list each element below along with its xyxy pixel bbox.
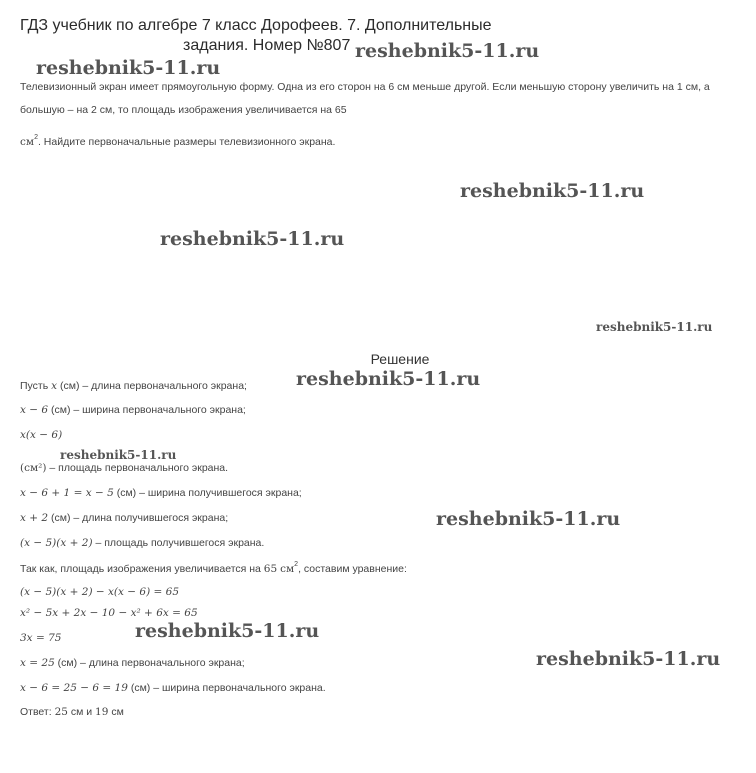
solution-line-3-math: x(x − 6): [20, 429, 63, 441]
solution-line-4-text: – площадь первоначального экрана.: [46, 462, 229, 474]
solution-line-13-math: x − 6 = 25 − 6 = 19: [20, 682, 128, 694]
watermark: reshebnik5-11.ru: [536, 648, 721, 670]
solution-line-1-math: x: [51, 380, 58, 392]
answer-line: [20, 706, 124, 718]
title-line-1: ГДЗ учебник по алгебре 7 класс Дорофеев. 7. Дополнительные: [20, 17, 492, 34]
solution-line-8-unit: см: [280, 563, 295, 575]
solution-line-12-math: x = 25: [20, 657, 55, 669]
solution-line-3: [20, 429, 62, 441]
solution-line-10: [20, 607, 198, 619]
solution-line-5: [20, 487, 302, 499]
watermark: reshebnik5-11.ru: [60, 448, 177, 462]
watermark: reshebnik5-11.ru: [436, 508, 621, 530]
solution-line-8-text-b: , составим уравнение:: [298, 563, 407, 575]
answer-end: см: [108, 706, 124, 718]
solution-line-7: [20, 537, 264, 549]
solution-line-2-text: (см) – ширина первоначального экрана;: [48, 404, 246, 416]
problem-line-3-text: . Найдите первоначальные размеры телевизионного экрана.: [37, 136, 336, 148]
solution-line-12: [20, 657, 245, 669]
solution-line-6-text: (см) – длина получившегося экрана;: [48, 512, 229, 524]
problem-line-3: [20, 134, 335, 148]
solution-line-9-math: (x − 5)(x + 2) − x(x − 6) = 65: [20, 586, 180, 598]
solution-line-1-text: Пусть: [20, 380, 52, 392]
unit-cm: см: [20, 136, 35, 148]
solution-line-1-rest: (см) – длина первоначального экрана;: [57, 380, 247, 392]
answer-num-2: 19: [95, 706, 109, 718]
solution-line-11-math: 3x = 75: [20, 632, 62, 644]
solution-line-11: [20, 632, 61, 644]
solution-line-2-math: x − 6: [20, 404, 49, 416]
solution-line-12-text: (см) – длина первоначального экрана;: [54, 657, 245, 669]
solution-line-2: [20, 404, 246, 416]
solution-line-8-text-a: Так как, площадь изображения увеличивается на: [20, 563, 264, 575]
answer-num-1: 25: [54, 706, 68, 718]
watermark: reshebnik5-11.ru: [460, 180, 645, 202]
problem-line-1: Телевизионный экран имеет прямоугольную форму. Одна из его сторон на 6 см меньше другой. Если меньшую сторону увеличить на 1 см, а: [20, 81, 710, 93]
solution-line-6: [20, 512, 228, 524]
solution-line-10-math: x² − 5x + 2x − 10 − x² + 6x = 65: [20, 607, 198, 619]
unit-exponent: 2: [34, 134, 38, 141]
problem-line-2: большую – на 2 см, то площадь изображения увеличивается на 65: [20, 104, 347, 116]
solution-heading: Решение: [370, 351, 430, 367]
solution-line-1: [20, 380, 247, 392]
watermark: reshebnik5-11.ru: [355, 40, 540, 62]
solution-line-7-text: – площадь получившегося экрана.: [92, 537, 265, 549]
solution-line-8: [20, 561, 407, 575]
watermark: reshebnik5-11.ru: [160, 228, 345, 250]
solution-line-8-num: 65: [263, 563, 278, 575]
title-line-2: задания. Номер №807: [183, 37, 351, 54]
solution-line-7-math: (x − 5)(x + 2): [20, 537, 93, 549]
watermark: reshebnik5-11.ru: [296, 368, 481, 390]
solution-line-9: [20, 586, 179, 598]
solution-line-5-math: x − 6 + 1 = x − 5: [20, 487, 114, 499]
watermark: reshebnik5-11.ru: [596, 320, 713, 334]
answer-mid: см и: [67, 706, 96, 718]
answer-prefix: Ответ:: [20, 706, 55, 718]
solution-line-6-math: x + 2: [20, 512, 49, 524]
solution-line-4-math: (см²): [20, 462, 47, 474]
watermark: reshebnik5-11.ru: [135, 620, 320, 642]
solution-line-13-text: (см) – ширина первоначального экрана.: [127, 682, 326, 694]
solution-line-8-exp: 2: [294, 561, 299, 568]
solution-line-4: [20, 462, 228, 474]
watermark: reshebnik5-11.ru: [36, 57, 221, 79]
solution-line-13: [20, 682, 326, 694]
solution-line-5-text: (см) – ширина получившегося экрана;: [113, 487, 302, 499]
